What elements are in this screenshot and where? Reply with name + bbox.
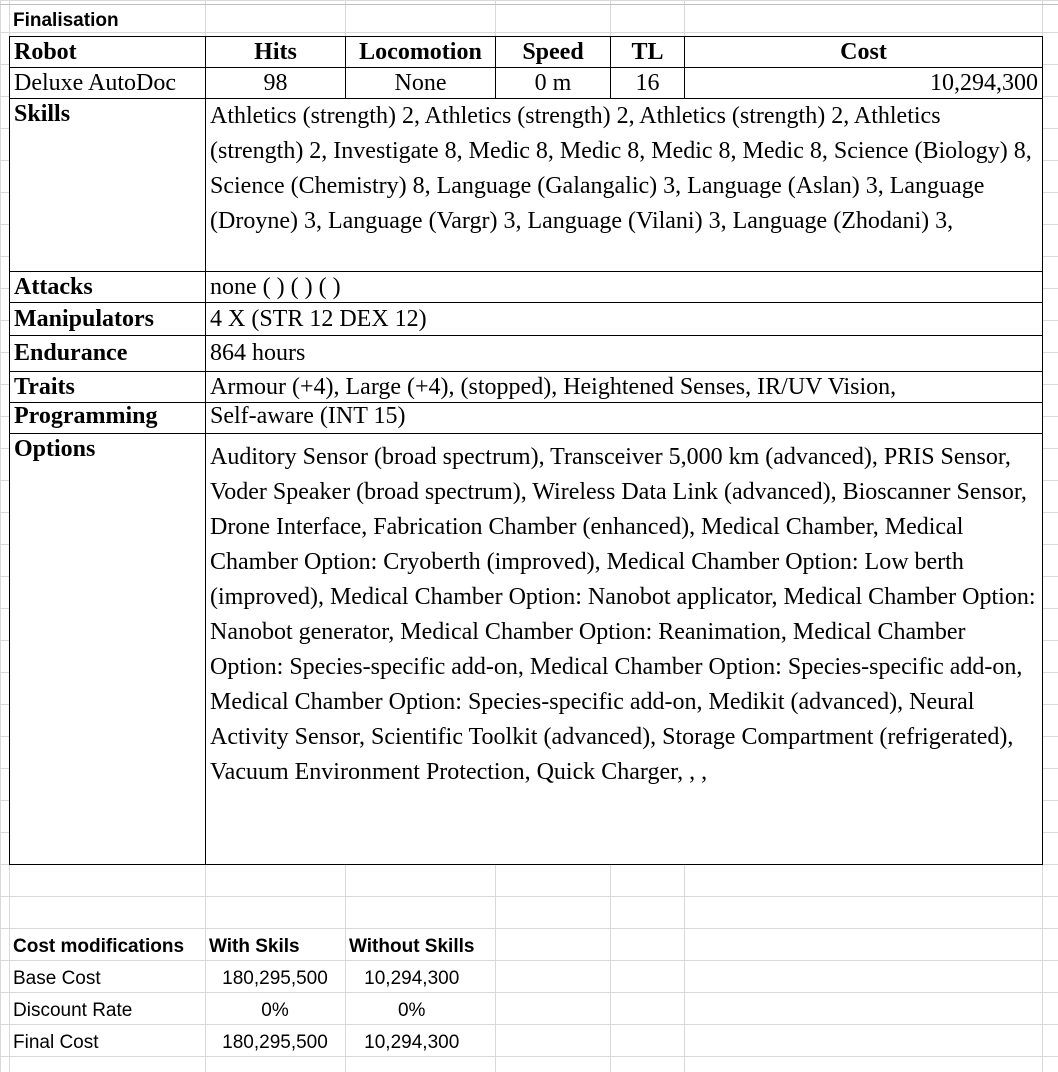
endurance-label[interactable]: Endurance xyxy=(10,336,206,372)
options-row xyxy=(10,434,1043,865)
header-robot[interactable]: Robot xyxy=(10,37,206,68)
cost-mod-label[interactable]: Base Cost xyxy=(13,968,101,989)
manipulators-row xyxy=(10,303,1043,336)
cost-mod-without-skills[interactable]: 0% xyxy=(397,1000,426,1021)
endurance-row xyxy=(10,336,1043,372)
manipulators-value[interactable]: 4 X (STR 12 DEX 12) xyxy=(206,303,1043,336)
programming-label[interactable]: Programming xyxy=(10,403,206,434)
options-value[interactable]: Auditory Sensor (broad spectrum), Transceiver 5,000 km (advanced), PRIS Sensor, Voder Speaker (broad spectrum), Wireless Data Link (advanced), Bioscanner Sensor, Drone Interface, Fabrication Chamber (enhanced), Medical Chamber, Medical Chamber Option: Cryoberth (improved), Medical Chamber Option: Low berth (improved), Medical Chamber Option: Nanobot applicator, Medical Chamber Option: Nanobot generator, Medical Chamber Option: Reanimation, Medical Chamber Option: Species-specific add-on, Medical Chamber Option: Species-specific add-on, Medical Chamber Option: Species-specific add-on, Medikit (advanced), Neural Activity Sensor, Scientific Toolkit (advanced), Storage Compartment (refrigerated), Vacuum Environment Protection, Quick Charger, , , xyxy=(206,434,1043,865)
tl-cell[interactable]: 16 xyxy=(611,68,685,99)
endurance-value[interactable]: 864 hours xyxy=(206,336,1043,372)
hits-cell[interactable]: 98 xyxy=(206,68,346,99)
attacks-value[interactable]: none ( ) ( ) ( ) xyxy=(206,272,1043,303)
cost-mod-header-row xyxy=(9,931,478,963)
robot-table xyxy=(9,36,1043,865)
programming-row xyxy=(10,403,1043,434)
cost-mod-header-without-skills[interactable]: Without Skills xyxy=(349,936,475,957)
header-tl[interactable]: TL xyxy=(611,37,685,68)
robot-name-cell[interactable]: Deluxe AutoDoc xyxy=(10,68,206,99)
gridline xyxy=(0,4,1058,5)
manipulators-label[interactable]: Manipulators xyxy=(10,303,206,336)
options-label[interactable]: Options xyxy=(10,434,206,865)
locomotion-cell[interactable]: None xyxy=(346,68,496,99)
attacks-row xyxy=(10,272,1043,303)
cost-mod-with-skills[interactable]: 180,295,500 xyxy=(222,1032,328,1053)
cost-mod-label[interactable]: Final Cost xyxy=(13,1032,99,1053)
values-row xyxy=(10,68,1043,99)
sheet-title[interactable]: Finalisation xyxy=(13,10,119,31)
attacks-label[interactable]: Attacks xyxy=(10,272,206,303)
header-locomotion[interactable]: Locomotion xyxy=(346,37,496,68)
cost-mod-row xyxy=(9,995,478,1027)
cost-mod-without-skills[interactable]: 10,294,300 xyxy=(364,968,460,989)
cost-mod-row xyxy=(9,963,478,995)
cost-mod-header-label[interactable]: Cost modifications xyxy=(13,936,185,957)
cost-mod-with-skills[interactable]: 0% xyxy=(261,1000,289,1021)
header-cost[interactable]: Cost xyxy=(685,37,1043,68)
skills-row xyxy=(10,99,1043,272)
cost-cell[interactable]: 10,294,300 xyxy=(685,68,1043,99)
skills-label[interactable]: Skills xyxy=(10,99,206,272)
cost-mod-label[interactable]: Discount Rate xyxy=(13,1000,133,1021)
cost-mod-with-skills[interactable]: 180,295,500 xyxy=(222,968,328,989)
traits-value[interactable]: Armour (+4), Large (+4), (stopped), Heightened Senses, IR/UV Vision, xyxy=(206,372,1043,403)
speed-cell[interactable]: 0 m xyxy=(496,68,611,99)
programming-value[interactable]: Self-aware (INT 15) xyxy=(206,403,1043,434)
traits-label[interactable]: Traits xyxy=(10,372,206,403)
cost-mod-header-with-skills[interactable]: With Skils xyxy=(209,936,300,957)
header-hits[interactable]: Hits xyxy=(206,37,346,68)
header-speed[interactable]: Speed xyxy=(496,37,611,68)
cost-mod-row xyxy=(9,1027,478,1059)
cost-mod-without-skills[interactable]: 10,294,300 xyxy=(364,1032,460,1053)
cost-modifications-table xyxy=(9,931,478,1059)
skills-value[interactable]: Athletics (strength) 2, Athletics (strength) 2, Athletics (strength) 2, Athletics (strength) 2, Investigate 8, Medic 8, Medic 8, Medic 8, Medic 8, Science (Biology) 8, Science (Chemistry) 8, Language (Galangalic) 3, Language (Aslan) 3, Language (Droyne) 3, Language (Vargr) 3, Language (Vilani) 3, Language (Zhodani) 3, xyxy=(206,99,1043,272)
traits-row xyxy=(10,372,1043,403)
header-row xyxy=(10,37,1043,68)
